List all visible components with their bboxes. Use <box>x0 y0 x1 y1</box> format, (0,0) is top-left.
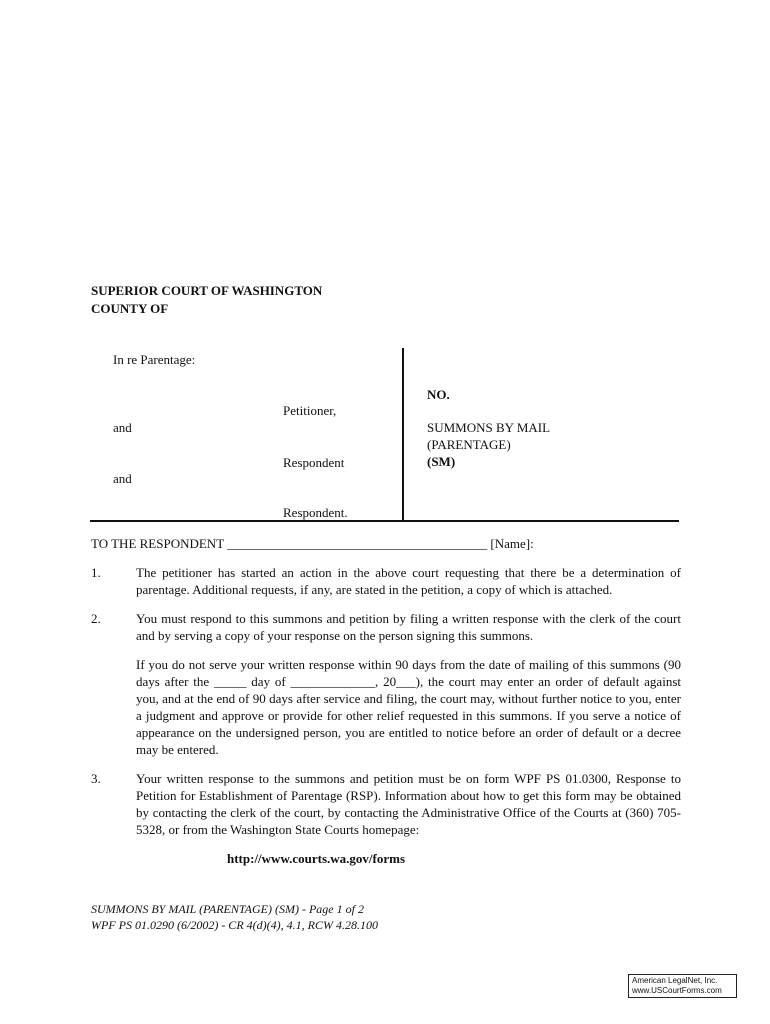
court-header <box>91 282 322 318</box>
court-name: SUPERIOR COURT OF WASHINGTON <box>91 283 323 298</box>
document-title <box>427 419 550 470</box>
item-text-3: Your written response to the summons and petition must be on form WPF PS 01.0300, Response to Petition for Establishment of Parentage (RSP). Information about how to get this form may be obtained by contacting the clerk of the court, by contacting the Administrative Office of the Courts at (360) 705-5328, or from the Washington State Courts homepage: <box>136 771 681 837</box>
item-number-3: 3. <box>91 771 101 786</box>
item-text-2: You must respond to this summons and petition by filing a written response with the clerk of the court and by serving a copy of your response on the person signing this summons. <box>136 611 681 643</box>
stamp-line-1: American LegalNet, Inc. <box>632 976 718 985</box>
item-number-1: 1. <box>91 565 101 580</box>
document-code: (SM) <box>427 454 456 469</box>
caption-vertical-divider <box>402 348 404 520</box>
document-title-line-2: (PARENTAGE) <box>427 437 511 452</box>
courts-url: http://www.courts.wa.gov/forms <box>227 851 406 866</box>
and-label-2: and <box>113 471 132 486</box>
document-title-line-1: SUMMONS BY MAIL <box>427 420 551 435</box>
petitioner-label: Petitioner, <box>283 403 337 418</box>
respondent-label-2: Respondent. <box>283 505 348 520</box>
county-label: COUNTY OF <box>91 301 169 316</box>
in-re-label: In re Parentage: <box>113 352 196 367</box>
to-respondent-line: TO THE RESPONDENT ________________________________________ [Name]: <box>91 536 534 551</box>
item-text-1: The petitioner has started an action in the above court requesting that there be a determination of parentage. Additional requests, if any, are stated in the petition, a copy of which is attached. <box>136 565 681 597</box>
and-label-1: and <box>113 420 132 435</box>
item-text-2-continued: If you do not serve your written response within 90 days from the date of mailing of this summons (90 days after the _____ day of _____________, 20___), the court may enter an order of default against you, and at the end of 90 days after service and filing, the court may, without further notice to you, enter a judgment and approve or provide for other relief requested in this summons. If you serve a notice of appearance on the undersigned person, you are entitled to notice before an order of default or a decree may be entered. <box>136 657 681 757</box>
respondent-label-1: Respondent <box>283 455 345 470</box>
footer-line-2: WPF PS 01.0290 (6/2002) - CR 4(d)(4), 4.1, RCW 4.28.100 <box>91 918 378 932</box>
case-number-label: NO. <box>427 387 450 402</box>
page-footer <box>91 901 378 933</box>
caption-horizontal-divider <box>90 520 679 522</box>
stamp-line-2: www.USCourtForms.com <box>632 986 722 995</box>
footer-line-1: SUMMONS BY MAIL (PARENTAGE) (SM) - Page 1 of 2 <box>91 902 364 916</box>
publisher-stamp <box>628 974 737 998</box>
item-number-2: 2. <box>91 611 101 626</box>
